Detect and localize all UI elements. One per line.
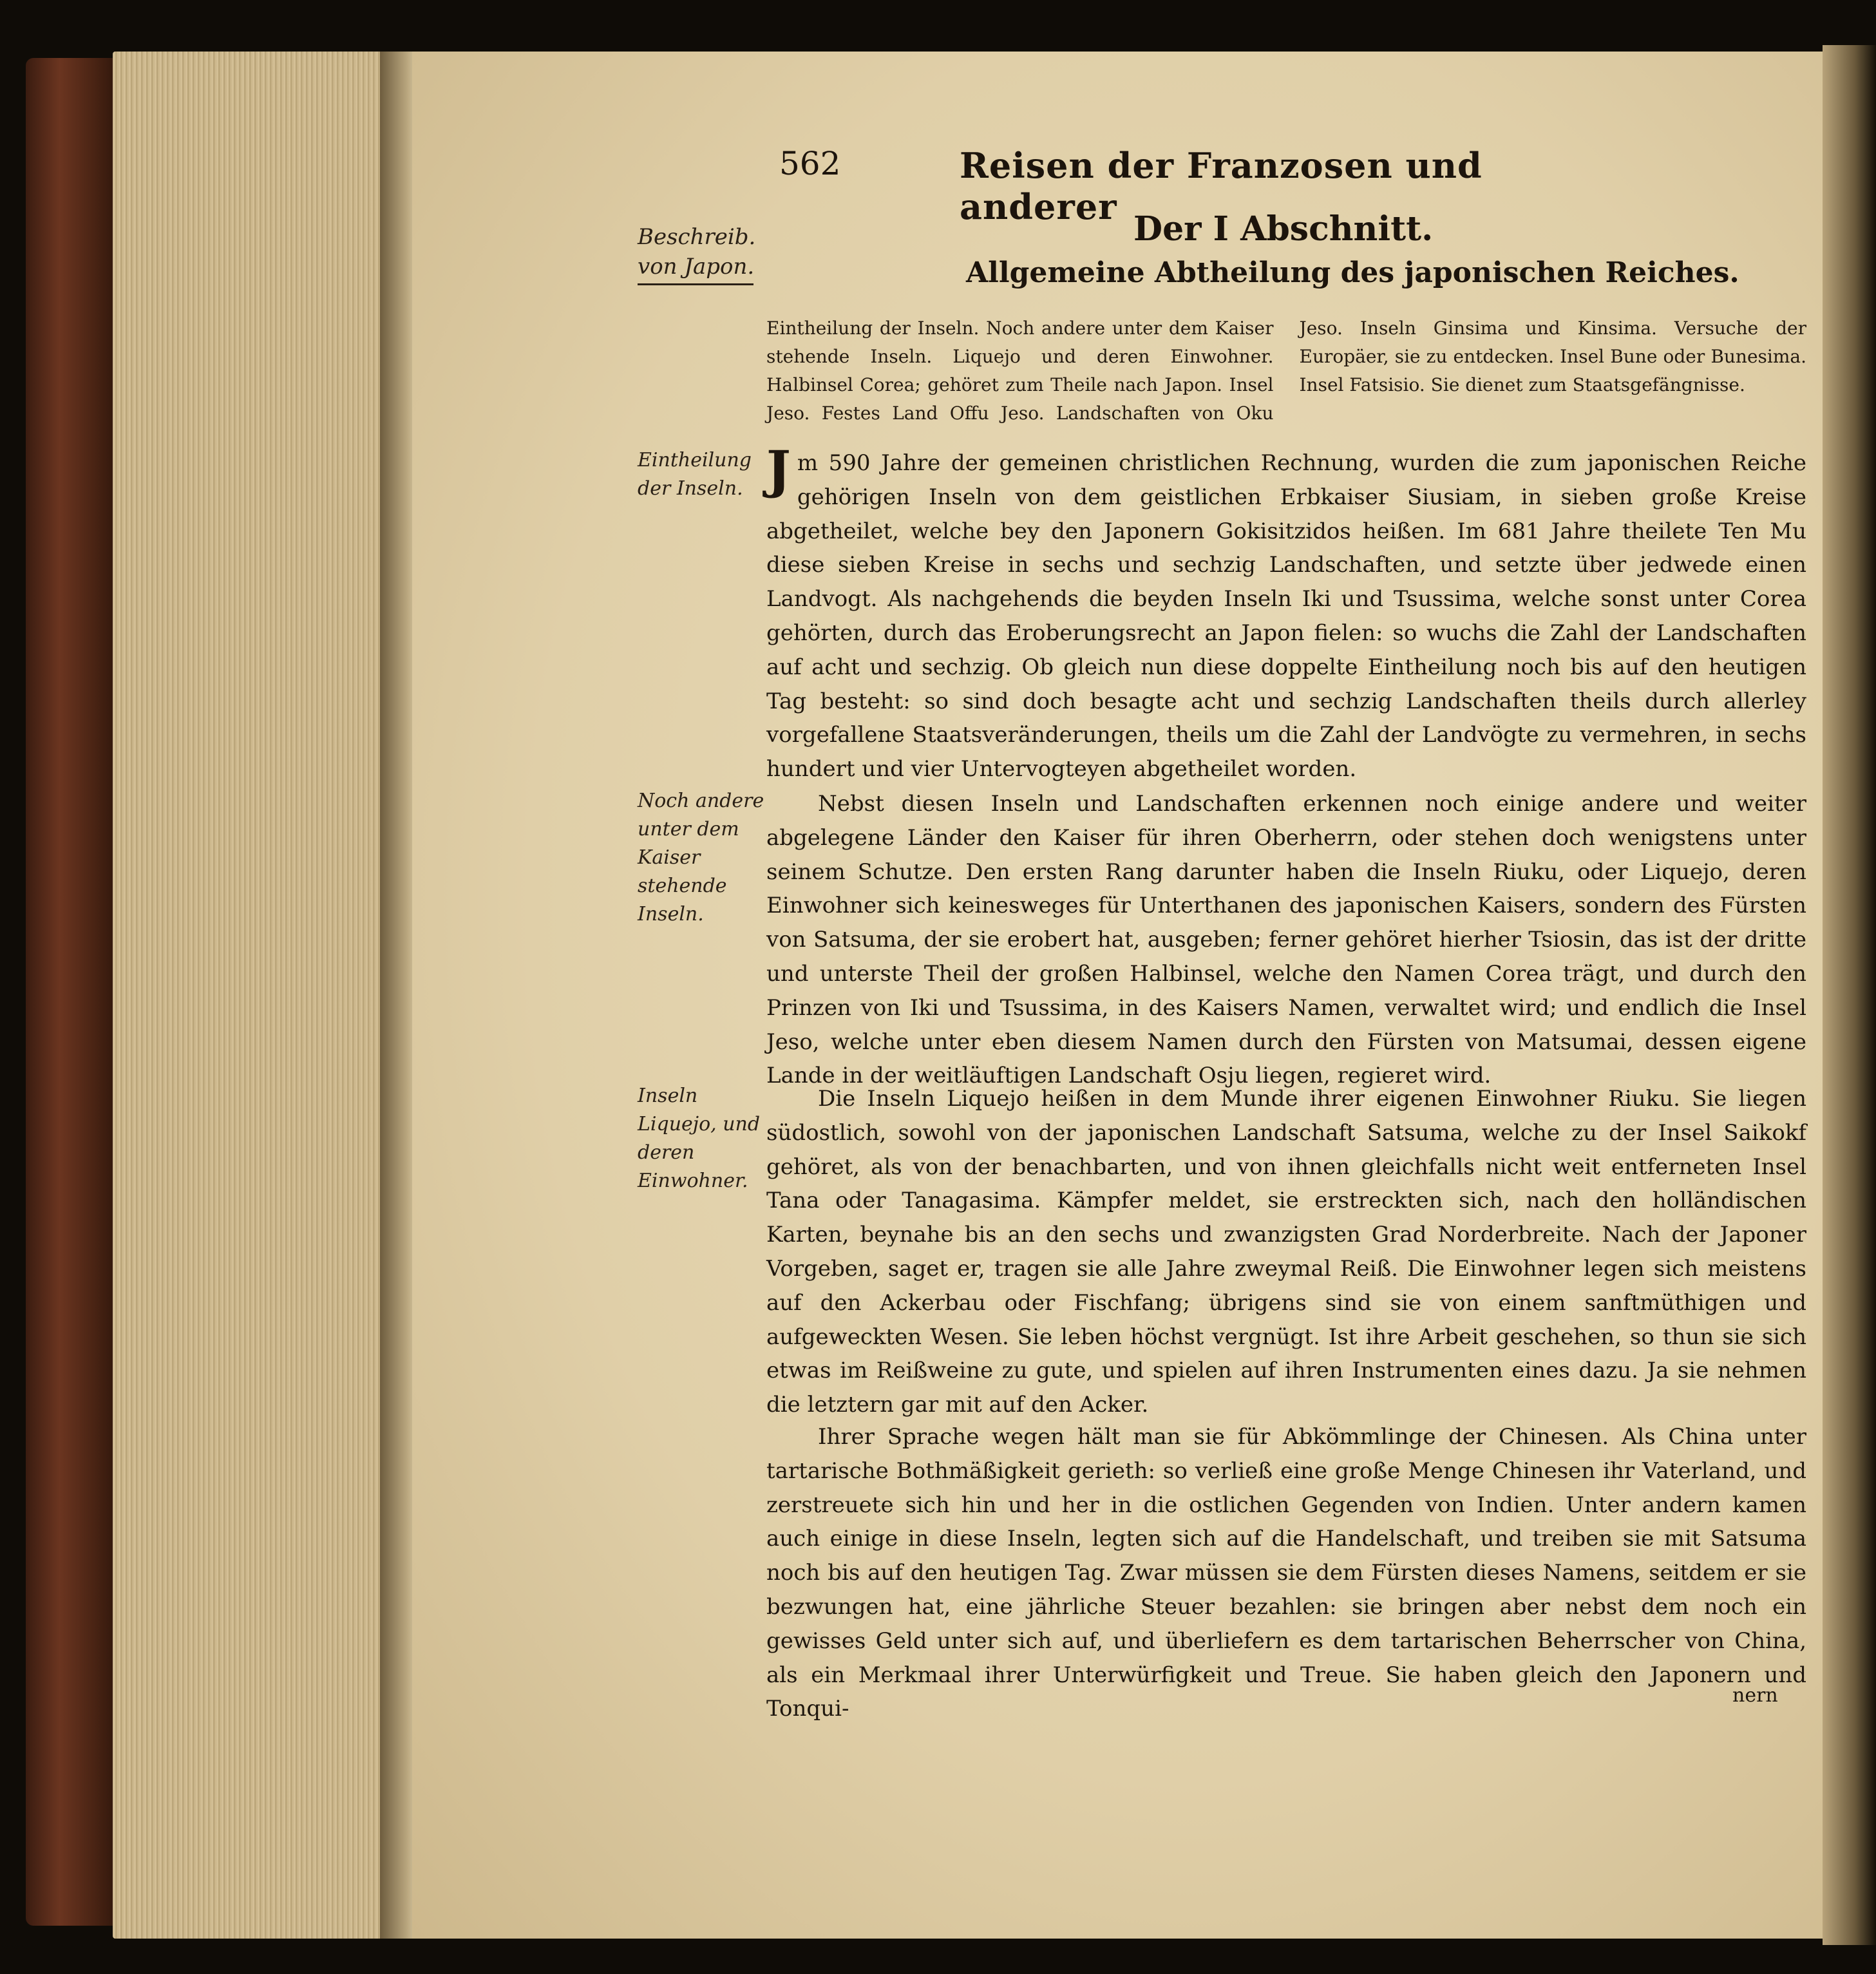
paragraph-4: Ihrer Sprache wegen hält man sie für Abkömmlinge der Chinesen. Als China unter tartarische Bothmäßigkeit gerieth: so verließ eine große Menge Chinesen ihr Vaterland, und zerstreuete sich hin und her in die ostlichen Gegenden von Indien. Unter andern kamen auch einige in diese Inseln, legten sich auf die Handelschaft, und treiben sie mit Satsuma noch bis auf den heutigen Tag. Zwar müssen sie dem Fürsten dieses Namens, seitdem er sie bezwungen hat, eine jährliche Steuer bezahlen: sie bringen aber nebst dem noch ein gewisses Geld unter sich auf, und überliefern es dem tartarischen Beherrscher von China, als ein Merkmaal ihrer Unterwürfigkeit und Treue. Sie haben gleich den Japonern und Tonqui- xyxy=(766,1424,1806,1722)
running-title: Reisen der Franzosen und anderer xyxy=(960,145,1483,227)
page-edges xyxy=(113,52,390,1939)
catchword: nern xyxy=(1732,1684,1778,1707)
book-cover xyxy=(26,58,122,1926)
margin-note-top: Beschreib. von Japon. xyxy=(638,224,756,280)
margin-note-rule xyxy=(638,283,753,288)
margin-note-liquejo: Inseln Liquejo, und deren Einwohner. xyxy=(638,1085,761,1192)
section-subheading: Allgemeine Abtheilung des japonischen Reiches. xyxy=(966,256,1739,289)
page-number: 562 xyxy=(779,145,841,182)
margin-note-andere-inseln: Noch andere unter dem Kaiser stehende Inseln. xyxy=(638,790,764,925)
running-head xyxy=(779,145,1571,227)
paragraph-3: Die Inseln Liquejo heißen in dem Munde ihrer eigenen Einwohner Riuku. Sie liegen südostlich, sowohl von der japonischen Landschaft Satsuma, welche zu der Insel Saikokf gehöret, als von der benachbarten, und von ihnen gleichfalls nicht weit entferneten Insel Tana oder Tanagasima. Kämpfer meldet, sie erstreckten sich, nach den holländischen Karten, beynahe bis an den sechs und zwanzigsten Grad Norderbreite. Nach der Japoner Vorgeben, saget er, tragen sie alle Jahre zweymal Reiß. Die Einwohner legen sich meistens auf den Ackerbau oder Fischfang; übrigens sind sie von einem sanftmüthigen und aufgeweckten Wesen. Sie leben höchst vergnügt. Ist ihre Arbeit geschehen, so thun sie sich etwas im Reißweine zu gute, und spielen auf ihren Instrumenten eines dazu. Ja sie nehmen die letztern gar mit auf den Acker. xyxy=(766,1086,1806,1418)
paragraph-1 xyxy=(766,439,1806,786)
margin-note-eintheilung: Eintheilung der Inseln. xyxy=(638,449,752,500)
chapter-summary: Eintheilung der Inseln. Noch andere unter dem Kaiser stehende Inseln. Liquejo und deren Einwohner. Halbinsel Corea; gehöret zum Theile nach Japon. Insel Jeso. Festes Land Offu Jeso. Landschaften von Oku Jeso. Inseln Ginsima und Kinsima. Versuche der Europäer, sie zu entdecken. Insel Bune oder Bunesima. Insel Fatsisio. Sie dienet zum Staatsgefängnisse. xyxy=(766,318,1806,424)
drop-initial: J xyxy=(766,439,791,500)
paragraph-2: Nebst diesen Inseln und Landschaften erkennen noch einige andere und weiter abgelegene Länder den Kaiser für ihren Oberherrn, oder stehen doch wenigstens unter seinem Schutze. Den ersten Rang darunter haben die Inseln Riuku, oder Liquejo, deren Einwohner sich keinesweges für Unterthanen des japonischen Kaisers, sondern des Fürsten von Satsuma, der sie erobert hat, ausgeben; ferner gehöret hierher Tsiosin, das ist der dritte und unterste Theil der großen Halbinsel, welche den Namen Corea trägt, und durch den Prinzen von Iki und Tsussima, in des Kaisers Namen, verwaltet wird; und endlich die Insel Jeso, welche unter eben diesem Namen durch den Fürsten von Matsumai, dessen eigene Lande in der weitläuftigen Landschaft Osju liegen, regieret wird. xyxy=(766,791,1806,1089)
facing-page-edge xyxy=(1823,45,1876,1945)
paragraph-1-text: m 590 Jahre der gemeinen christlichen Rechnung, wurden die zum japonischen Reiche gehörigen Inseln von dem geistlichen Erbkaiser Siusiam, in sieben große Kreise abgetheilet, welche bey den Japonern Gokisitzidos heißen. Im 681 Jahre theilete Ten Mu diese sieben Kreise in sechs und sechzig Landschaften, und setzte über jedwede einen Landvogt. Als nachgehends die beyden Inseln Iki und Tsussima, welche sonst unter Corea gehörten, durch das Eroberungsrecht an Japon fielen: so wuchs die Zahl der Landschaften auf acht und sechzig. Ob gleich nun diese doppelte Eintheilung noch bis auf den heutigen Tag besteht: so sind doch besagte acht und sechzig Landschaften theils durch allerley vorgefallene Staatsveränderungen, theils um die Zahl der Landvögte zu vermehren, in sechs hundert und vier Untervogteyen abgetheilet worden. xyxy=(766,450,1806,783)
section-heading: Der I Abschnitt. xyxy=(1133,209,1434,249)
